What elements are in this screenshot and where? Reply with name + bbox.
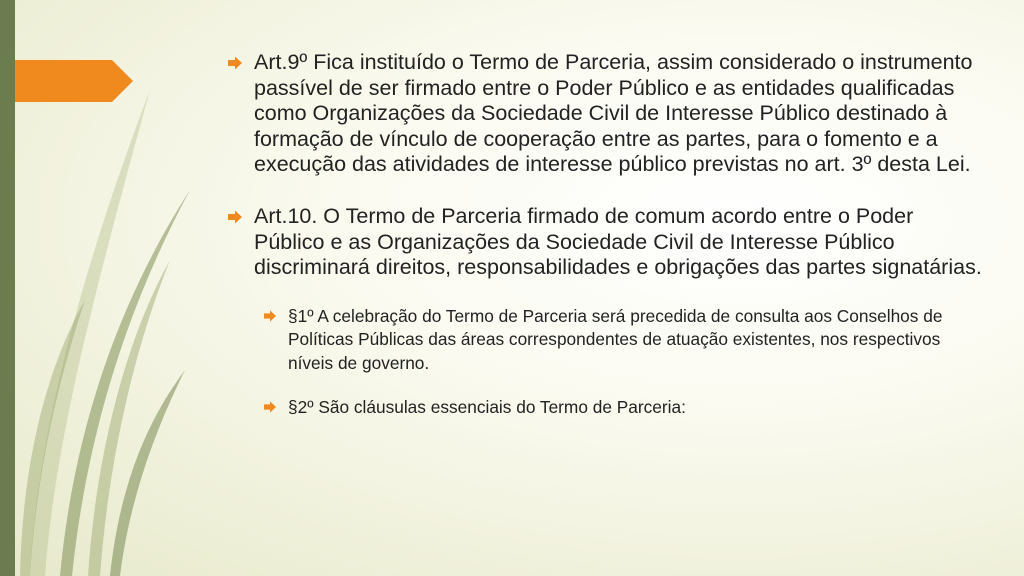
arrow-right-icon <box>227 210 243 224</box>
paragraph-1-text: §1º A celebração do Termo de Parceria será precedida de consulta aos Conselhos de Políticas Públicas das áreas correspondentes de atuação existentes, nos respectivos níveis de governo. <box>288 305 943 373</box>
arrow-right-icon <box>263 310 277 322</box>
paragraph-2-text: §2º São cláusulas essenciais do Termo de Parceria: <box>288 396 686 417</box>
decorative-leaves-icon <box>0 0 210 576</box>
paragraph-2-item <box>263 396 987 419</box>
slide-content <box>227 50 987 440</box>
article-9-paragraph <box>227 50 987 178</box>
arrow-right-icon <box>227 56 243 70</box>
arrow-right-icon <box>263 401 277 413</box>
article-10-paragraph <box>227 204 987 281</box>
paragraph-1-item <box>263 305 987 375</box>
article-9-text: Art.9º Fica instituído o Termo de Parceria, assim considerado o instrumento passível de ser firmado entre o Poder Público e as entidades qualificadas como Organizações da Sociedade Civil de Interesse Público destinado à formação de vínculo de cooperação entre as partes, para o fomento e a execução das atividades de interesse público previstas no art. 3º desta Lei. <box>254 50 973 177</box>
article-10-text: Art.10. O Termo de Parceria firmado de comum acordo entre o Poder Público e as Organizações da Sociedade Civil de Interesse Público discriminará direitos, responsabilidades e obrigações das partes signatárias. <box>254 203 982 280</box>
